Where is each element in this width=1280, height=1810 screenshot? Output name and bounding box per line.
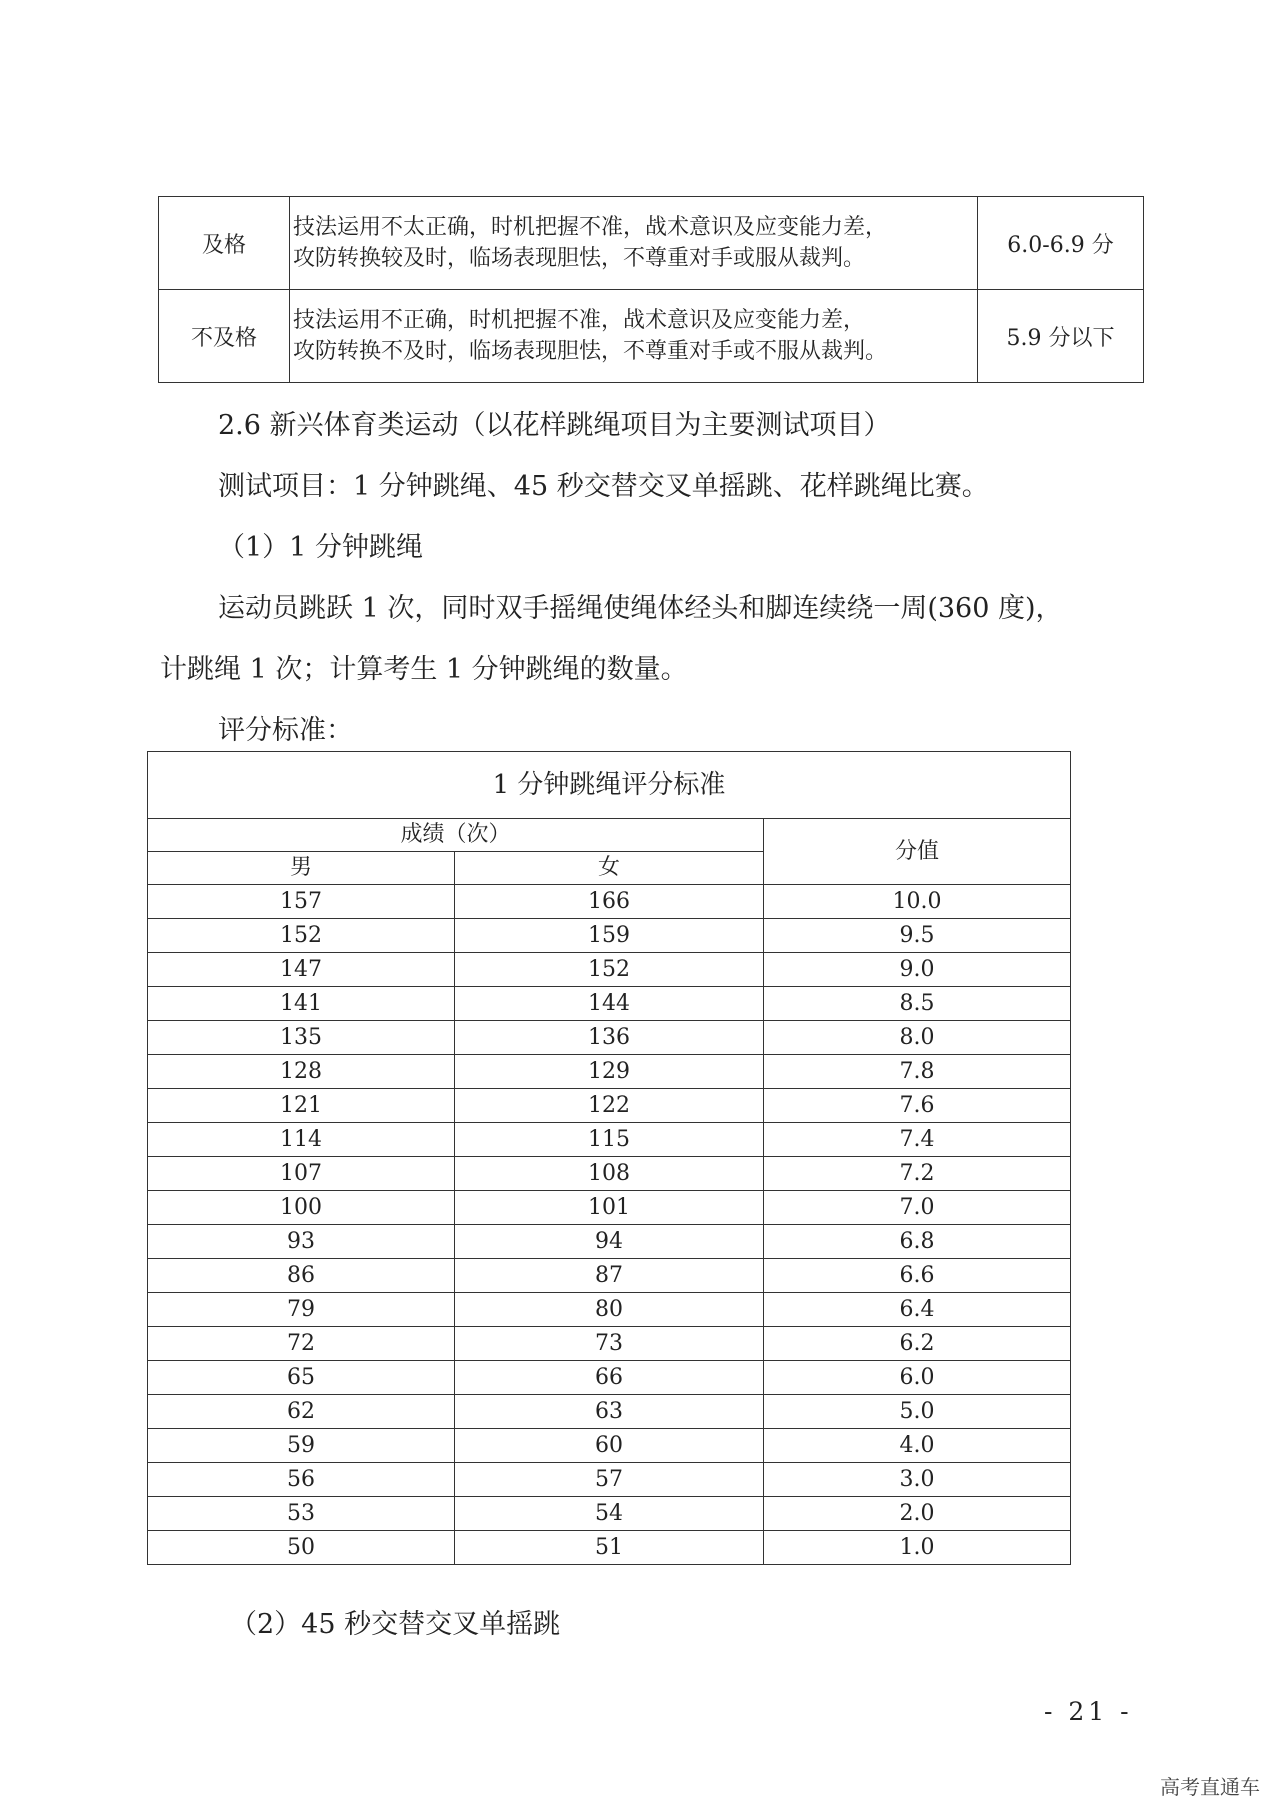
score-cell: 6.6 [764, 1259, 1071, 1293]
score-cell: 5.0 [764, 1395, 1071, 1429]
grade-row [159, 290, 1144, 383]
grade-description-line: 攻防转换较及时，临场表现胆怯，不尊重对手或服从裁判。 [293, 246, 866, 271]
section-heading: 2.6 新兴体育类运动（以花样跳绳项目为主要测试项目） [218, 410, 891, 441]
male-count-cell: 128 [148, 1055, 455, 1089]
male-count-cell: 100 [148, 1191, 455, 1225]
male-count-cell: 152 [148, 919, 455, 953]
item1-description-line1: 运动员跳跃 1 次，同时双手摇绳使绳体经头和脚连续绕一周(360 度)， [218, 593, 1063, 624]
table-row [148, 1225, 1071, 1259]
score-cell: 3.0 [764, 1463, 1071, 1497]
male-count-cell: 107 [148, 1157, 455, 1191]
female-count-cell: 57 [455, 1463, 764, 1497]
grade-level: 不及格 [159, 290, 290, 383]
score-cell: 2.0 [764, 1497, 1071, 1531]
table-row [148, 1531, 1071, 1565]
page-number: - 21 - [1044, 1697, 1133, 1726]
scoring-label: 评分标准： [218, 715, 353, 746]
grade-row [159, 197, 1144, 290]
table-title: 1 分钟跳绳评分标准 [148, 752, 1071, 819]
grade-description [290, 197, 978, 290]
score-cell: 8.5 [764, 987, 1071, 1021]
female-count-cell: 108 [455, 1157, 764, 1191]
grade-score: 6.0-6.9 分 [978, 197, 1144, 290]
score-column-header: 分值 [764, 819, 1071, 885]
female-count-cell: 115 [455, 1123, 764, 1157]
male-count-cell: 147 [148, 953, 455, 987]
female-count-cell: 54 [455, 1497, 764, 1531]
female-column-header: 女 [455, 852, 764, 885]
female-count-cell: 51 [455, 1531, 764, 1565]
score-cell: 6.4 [764, 1293, 1071, 1327]
table-row [148, 1497, 1071, 1531]
male-count-cell: 65 [148, 1361, 455, 1395]
female-count-cell: 94 [455, 1225, 764, 1259]
grade-score: 5.9 分以下 [978, 290, 1144, 383]
test-items-text: 测试项目：1 分钟跳绳、45 秒交替交叉单摇跳、花样跳绳比赛。 [218, 471, 989, 502]
male-column-header: 男 [148, 852, 455, 885]
male-count-cell: 141 [148, 987, 455, 1021]
watermark: 高考直通车 [1160, 1775, 1260, 1799]
score-cell: 7.0 [764, 1191, 1071, 1225]
female-count-cell: 80 [455, 1293, 764, 1327]
grade-description-line: 技法运用不正确，时机把握不准，战术意识及应变能力差， [293, 308, 866, 333]
table-row [148, 1463, 1071, 1497]
female-count-cell: 122 [455, 1089, 764, 1123]
table-row [148, 1293, 1071, 1327]
table-row [148, 1089, 1071, 1123]
female-count-cell: 63 [455, 1395, 764, 1429]
male-count-cell: 53 [148, 1497, 455, 1531]
male-count-cell: 79 [148, 1293, 455, 1327]
score-cell: 10.0 [764, 885, 1071, 919]
item1-description-line2: 计跳绳 1 次；计算考生 1 分钟跳绳的数量。 [160, 654, 688, 685]
male-count-cell: 62 [148, 1395, 455, 1429]
table-row [148, 919, 1071, 953]
score-cell: 1.0 [764, 1531, 1071, 1565]
table-row [148, 1021, 1071, 1055]
female-count-cell: 87 [455, 1259, 764, 1293]
results-group-header: 成绩（次） [148, 819, 764, 852]
score-cell: 9.5 [764, 919, 1071, 953]
table-row [148, 1429, 1071, 1463]
grade-description-line: 技法运用不太正确，时机把握不准，战术意识及应变能力差， [293, 215, 888, 240]
table-row [148, 1395, 1071, 1429]
female-count-cell: 144 [455, 987, 764, 1021]
male-count-cell: 114 [148, 1123, 455, 1157]
male-count-cell: 72 [148, 1327, 455, 1361]
score-cell: 6.0 [764, 1361, 1071, 1395]
female-count-cell: 73 [455, 1327, 764, 1361]
male-count-cell: 157 [148, 885, 455, 919]
grading-level-table [158, 196, 1144, 383]
table-row [148, 1055, 1071, 1089]
table-title-row [148, 752, 1071, 819]
grading-level-body [159, 197, 1144, 383]
female-count-cell: 159 [455, 919, 764, 953]
table-row [148, 1361, 1071, 1395]
female-count-cell: 60 [455, 1429, 764, 1463]
grade-description [290, 290, 978, 383]
rope-scoring-body [148, 752, 1071, 1565]
score-cell: 6.2 [764, 1327, 1071, 1361]
table-row [148, 1259, 1071, 1293]
score-cell: 9.0 [764, 953, 1071, 987]
score-cell: 7.6 [764, 1089, 1071, 1123]
score-cell: 4.0 [764, 1429, 1071, 1463]
score-cell: 8.0 [764, 1021, 1071, 1055]
table-row [148, 987, 1071, 1021]
grade-level: 及格 [159, 197, 290, 290]
male-count-cell: 86 [148, 1259, 455, 1293]
female-count-cell: 101 [455, 1191, 764, 1225]
table-row [148, 885, 1071, 919]
male-count-cell: 93 [148, 1225, 455, 1259]
item2-heading: （2）45 秒交替交叉单摇跳 [230, 1609, 561, 1640]
female-count-cell: 166 [455, 885, 764, 919]
table-row [148, 1123, 1071, 1157]
female-count-cell: 66 [455, 1361, 764, 1395]
table-row [148, 1157, 1071, 1191]
item1-heading: （1）1 分钟跳绳 [218, 532, 423, 563]
female-count-cell: 152 [455, 953, 764, 987]
grade-description-line: 攻防转换不及时，临场表现胆怯，不尊重对手或不服从裁判。 [293, 339, 888, 364]
score-cell: 7.8 [764, 1055, 1071, 1089]
male-count-cell: 121 [148, 1089, 455, 1123]
rope-scoring-table [147, 751, 1071, 1565]
score-cell: 6.8 [764, 1225, 1071, 1259]
score-cell: 7.4 [764, 1123, 1071, 1157]
score-cell: 7.2 [764, 1157, 1071, 1191]
table-row [148, 1191, 1071, 1225]
female-count-cell: 129 [455, 1055, 764, 1089]
table-header-row-1 [148, 819, 1071, 852]
female-count-cell: 136 [455, 1021, 764, 1055]
table-row [148, 953, 1071, 987]
male-count-cell: 135 [148, 1021, 455, 1055]
male-count-cell: 50 [148, 1531, 455, 1565]
male-count-cell: 56 [148, 1463, 455, 1497]
table-row [148, 1327, 1071, 1361]
male-count-cell: 59 [148, 1429, 455, 1463]
